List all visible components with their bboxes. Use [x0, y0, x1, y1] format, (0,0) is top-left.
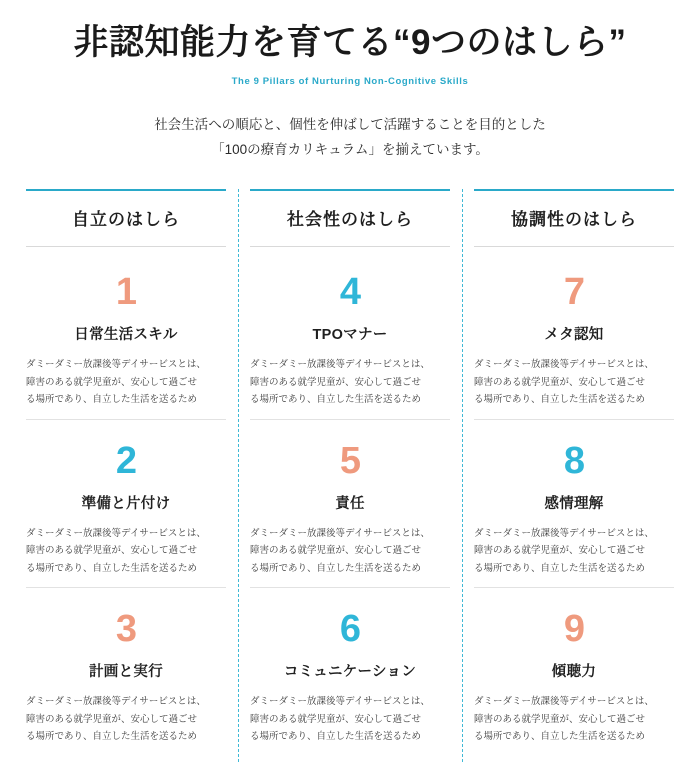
body-line-2: 障害のある就学児童が、安心して過ごせ	[250, 376, 422, 388]
column-header	[26, 189, 226, 247]
body-line-3: る場所であり、自立した生活を送るため	[26, 562, 198, 574]
pillar-title: 準備と片付け	[81, 495, 171, 512]
column-title: 協調性のはしら	[511, 209, 637, 229]
pillar-column-sociality	[238, 189, 462, 756]
lead-line-2: 「100の療育カリキュラム」を揃えています。	[211, 141, 489, 157]
pillar-number: 9	[563, 608, 585, 651]
pillar-body	[474, 693, 674, 746]
pillar-title: 感情理解	[544, 495, 604, 512]
pillar-item-6	[250, 588, 450, 756]
pillar-number: 2	[115, 439, 137, 482]
pillar-title: 傾聴力	[551, 664, 597, 681]
pillar-item-4	[250, 251, 450, 419]
pillar-item-8	[474, 420, 674, 588]
pillar-item-9	[474, 588, 674, 756]
body-line-3: る場所であり、自立した生活を送るため	[250, 562, 422, 574]
pillar-item-7	[474, 251, 674, 419]
pillar-number: 3	[115, 608, 137, 651]
pillar-body	[474, 356, 674, 409]
body-line-3: る場所であり、自立した生活を送るため	[250, 731, 422, 743]
body-line-1: ダミーダミー放課後等デイサービスとは、	[250, 696, 430, 708]
pillar-body	[26, 693, 226, 746]
column-header	[474, 189, 674, 247]
body-line-2: 障害のある就学児童が、安心して過ごせ	[26, 713, 198, 725]
column-header	[250, 189, 450, 247]
pillar-body	[250, 693, 450, 746]
body-line-2: 障害のある就学児童が、安心して過ごせ	[474, 376, 646, 388]
pillar-number: 4	[339, 270, 361, 313]
body-line-3: る場所であり、自立した生活を送るため	[474, 562, 646, 574]
body-line-3: る場所であり、自立した生活を送るため	[250, 394, 422, 406]
pillar-item-1	[26, 251, 226, 419]
body-line-1: ダミーダミー放課後等デイサービスとは、	[26, 358, 206, 370]
body-line-2: 障害のある就学児童が、安心して過ごせ	[250, 545, 422, 557]
pillar-title: 責任	[335, 495, 365, 512]
body-line-3: る場所であり、自立した生活を送るため	[474, 731, 646, 743]
pillar-title: コミュニケーション	[283, 664, 417, 681]
pillar-item-5	[250, 420, 450, 588]
body-line-2: 障害のある就学児童が、安心して過ごせ	[26, 376, 198, 388]
body-line-3: る場所であり、自立した生活を送るため	[26, 394, 198, 406]
pillar-column-independence	[14, 189, 238, 756]
pillar-columns	[0, 189, 700, 756]
body-line-1: ダミーダミー放課後等デイサービスとは、	[474, 527, 654, 539]
body-line-1: ダミーダミー放課後等デイサービスとは、	[250, 358, 430, 370]
body-line-1: ダミーダミー放課後等デイサービスとは、	[250, 527, 430, 539]
body-line-2: 障害のある就学児童が、安心して過ごせ	[250, 713, 422, 725]
pillar-column-cooperation	[462, 189, 686, 756]
body-line-3: る場所であり、自立した生活を送るため	[474, 394, 646, 406]
pillar-item-2	[26, 420, 226, 588]
pillar-body	[250, 356, 450, 409]
pillar-item-3	[26, 588, 226, 756]
body-line-1: ダミーダミー放課後等デイサービスとは、	[26, 527, 206, 539]
pillar-body	[26, 525, 226, 578]
pillar-number: 8	[563, 439, 585, 482]
column-title: 自立のはしら	[72, 209, 180, 229]
column-title: 社会性のはしら	[287, 209, 413, 229]
body-line-1: ダミーダミー放課後等デイサービスとは、	[26, 696, 206, 708]
pillar-body	[250, 525, 450, 578]
body-line-2: 障害のある就学児童が、安心して過ごせ	[26, 545, 198, 557]
lead-line-1: 社会生活への順応と、個性を伸ばして活躍することを目的とした	[154, 117, 546, 132]
pillar-title: TPOマナー	[312, 326, 388, 343]
pillar-title: 計画と実行	[89, 664, 163, 681]
body-line-2: 障害のある就学児童が、安心して過ごせ	[474, 545, 646, 557]
header	[0, 0, 700, 163]
pillar-body	[26, 356, 226, 409]
page-title: 非認知能力を育てる“9つのはしら”	[73, 23, 627, 62]
body-line-1: ダミーダミー放課後等デイサービスとは、	[474, 358, 654, 370]
pillar-number: 6	[339, 608, 361, 651]
pillar-body	[474, 525, 674, 578]
pillar-number: 1	[115, 270, 137, 313]
pillar-number: 7	[563, 270, 585, 313]
pillar-title: 日常生活スキル	[74, 326, 178, 343]
body-line-1: ダミーダミー放課後等デイサービスとは、	[474, 696, 654, 708]
lead-paragraph	[90, 113, 610, 163]
body-line-2: 障害のある就学児童が、安心して過ごせ	[474, 713, 646, 725]
pillar-number: 5	[339, 439, 361, 482]
page-subtitle: The 9 Pillars of Nurturing Non-Cognitive Skills	[231, 76, 469, 87]
body-line-3: る場所であり、自立した生活を送るため	[26, 731, 198, 743]
pillar-title: メタ認知	[544, 326, 604, 343]
